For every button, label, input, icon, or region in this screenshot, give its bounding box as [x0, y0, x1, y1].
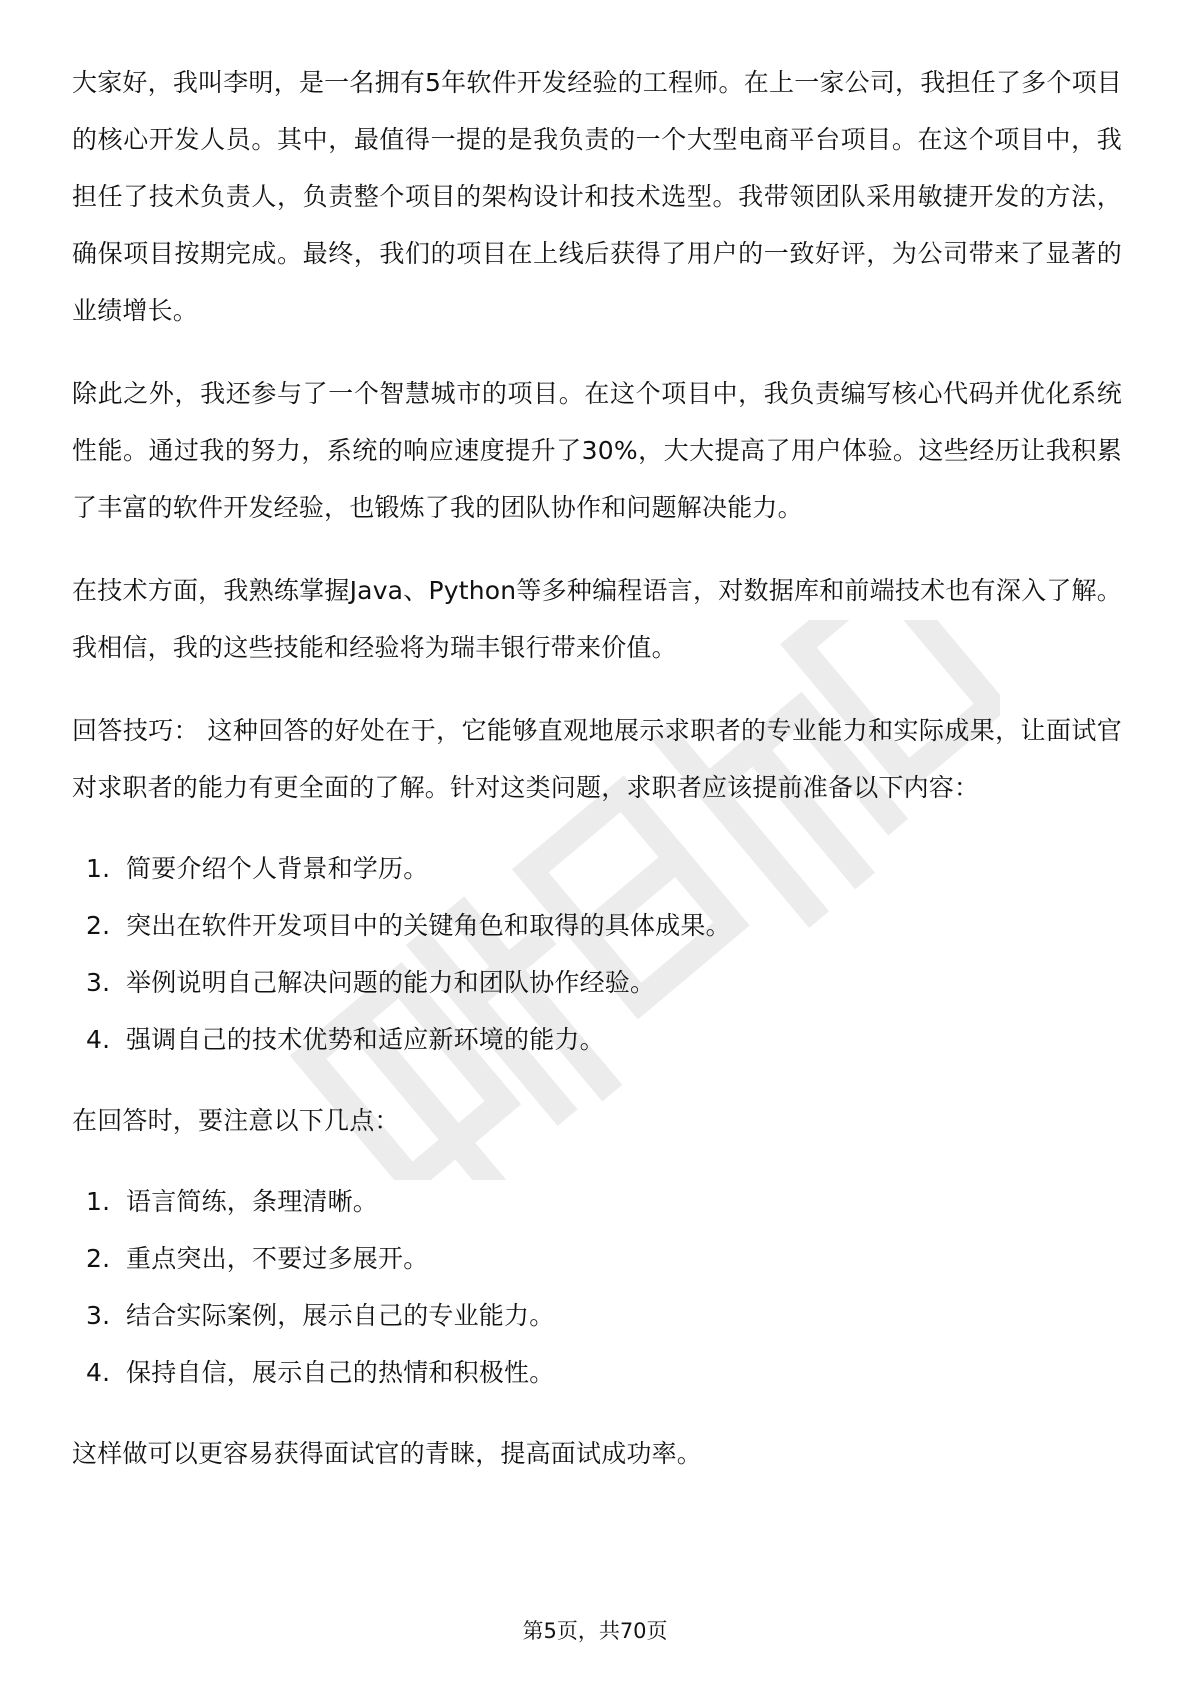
document-body: [72, 54, 1122, 1482]
attention-paragraph: 在回答时，要注意以下几点：: [72, 1106, 400, 1135]
list-item-number: 3.: [86, 1301, 111, 1330]
page-number-footer: 第5页，共70页: [522, 1619, 668, 1643]
list-item-text: 保持自信，展示自己的热情和积极性。: [126, 1358, 555, 1387]
list-item-text: 简要介绍个人背景和学历。: [126, 854, 429, 883]
list-item-number: 2.: [86, 911, 111, 940]
tech-skills-paragraph: 在技术方面，我熟练掌握Java、Python等多种编程语言，对数据库和前端技术也有深入了解。我相信，我的这些技能和经验将为瑞丰银行带来价值。: [72, 576, 1122, 662]
intro-paragraph: 大家好，我叫李明，是一名拥有5年软件开发经验的工程师。在上一家公司，我担任了多个项目的核心开发人员。其中，最值得一提的是我负责的一个大型电商平台项目。在这个项目中，我担任了技术负责人，负责整个项目的架构设计和技术选型。我带领团队采用敏捷开发的方法，确保项目按期完成。最终，我们的项目在上线后获得了用户的一致好评，为公司带来了显著的业绩增长。: [72, 68, 1122, 325]
list-item: [72, 1173, 1122, 1230]
list-item: [72, 840, 1122, 897]
list-item-text: 重点突出，不要过多展开。: [126, 1244, 429, 1273]
smart-city-paragraph: 除此之外，我还参与了一个智慧城市的项目。在这个项目中，我负责编写核心代码并优化系统性能。通过我的努力，系统的响应速度提升了30%，大大提高了用户体验。这些经历让我积累了丰富的软件开发经验，也锻炼了我的团队协作和问题解决能力。: [72, 379, 1122, 522]
list-item: [72, 1011, 1122, 1068]
list-item-text: 语言简练，条理清晰。: [126, 1187, 379, 1216]
list-item: [72, 1287, 1122, 1344]
list-item-text: 举例说明自己解决问题的能力和团队协作经验。: [126, 968, 656, 997]
answer-tips-paragraph: 回答技巧： 这种回答的好处在于，它能够直观地展示求职者的专业能力和实际成果，让面试官对求职者的能力有更全面的了解。针对这类问题，求职者应该提前准备以下内容：: [72, 716, 1122, 802]
list-item-number: 3.: [86, 968, 111, 997]
list-item-number: 1.: [86, 854, 111, 883]
closing-paragraph: 这样做可以更容易获得面试官的青睐，提高面试成功率。: [72, 1439, 703, 1468]
list-item-text: 突出在软件开发项目中的关键角色和取得的具体成果。: [126, 911, 731, 940]
list-item: [72, 1344, 1122, 1401]
list-item: [72, 1230, 1122, 1287]
list-item-number: 4.: [86, 1025, 111, 1054]
list-item-text: 结合实际案例，展示自己的专业能力。: [126, 1301, 555, 1330]
list-item: [72, 954, 1122, 1011]
list-item-text: 强调自己的技术优势和适应新环境的能力。: [126, 1025, 605, 1054]
attention-list: [72, 1173, 1122, 1401]
list-item-number: 2.: [86, 1244, 111, 1273]
list-item: [72, 897, 1122, 954]
list-item-number: 1.: [86, 1187, 111, 1216]
list-item-number: 4.: [86, 1358, 111, 1387]
preparation-list: [72, 840, 1122, 1068]
